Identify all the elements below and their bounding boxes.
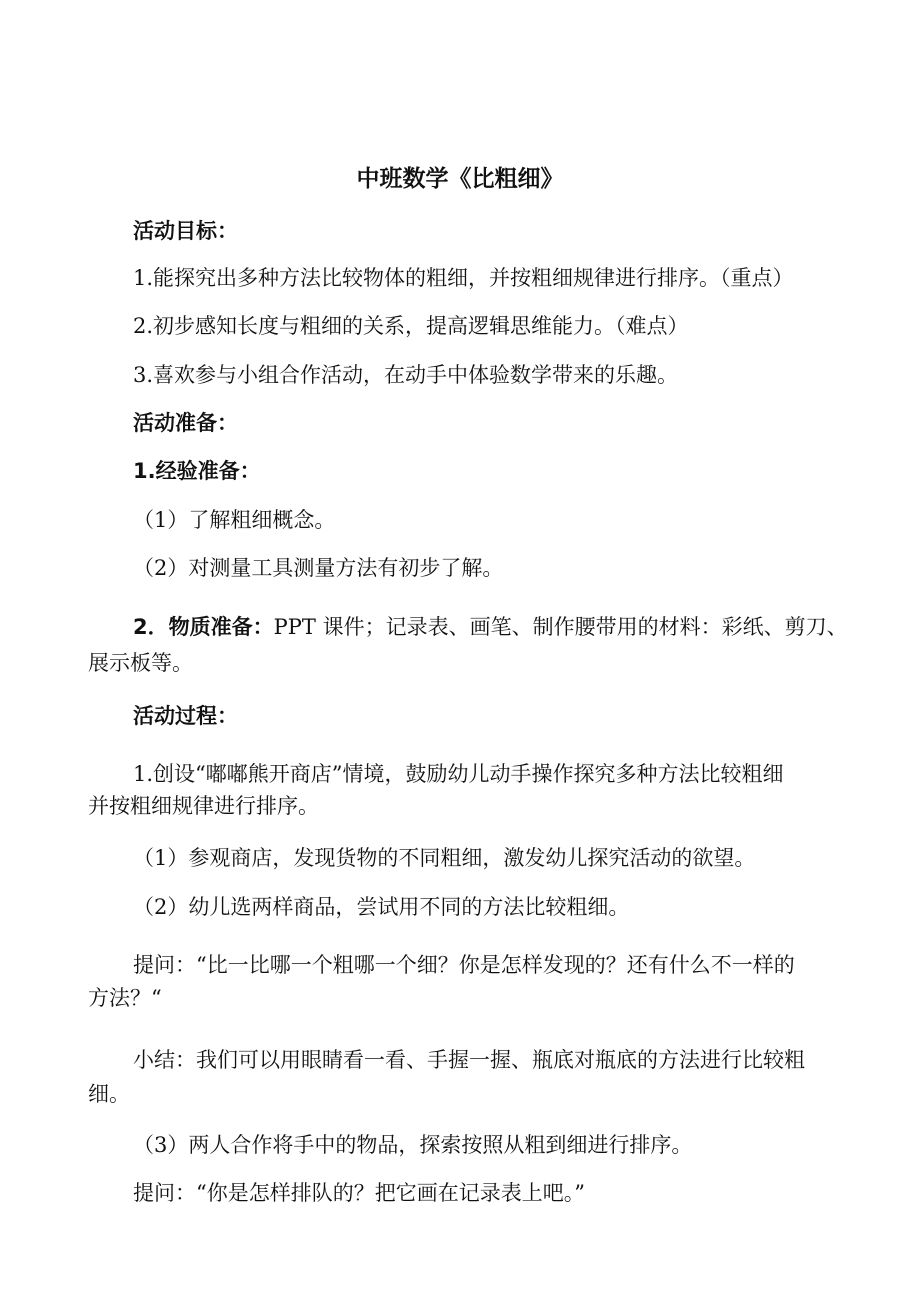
process-step1-line-1: 1.创设“嘟嘟熊开商店”情境，鼓励幼儿动手操作探究多种方法比较粗细 xyxy=(133,762,784,786)
process-question1-line-2: 方法？“ xyxy=(88,986,162,1010)
process-sub-1: （1）参观商店，发现货物的不同粗细，激发幼儿探究活动的欲望。 xyxy=(133,846,756,870)
prep-exp-item-2: （2）对测量工具测量方法有初步了解。 xyxy=(133,556,504,580)
process-summary-line-1: 小结：我们可以用眼睛看一看、手握一握、瓶底对瓶底的方法进行比较粗 xyxy=(133,1048,805,1072)
prep-exp-heading: 1.经验准备： xyxy=(133,459,261,483)
process-question-2: 提问：“你是怎样排队的？把它画在记录表上吧。” xyxy=(133,1181,585,1205)
goal-item-1: 1.能探究出多种方法比较物体的粗细，并按粗细规律进行排序。（重点） xyxy=(133,266,794,290)
prep-heading: 活动准备： xyxy=(133,411,238,435)
prep-exp-item-1: （1）了解粗细概念。 xyxy=(133,508,336,532)
process-summary-line-2: 细。 xyxy=(88,1082,130,1106)
process-sub-2: （2）幼儿选两样商品，尝试用不同的方法比较粗细。 xyxy=(133,895,630,919)
prep-material-line-1 xyxy=(133,612,848,642)
process-step1-line-2: 并按粗细规律进行排序。 xyxy=(88,794,319,818)
goal-item-2: 2.初步感知长度与粗细的关系，提高逻辑思维能力。（难点） xyxy=(133,314,689,338)
prep-material-text: PPT 课件；记录表、画笔、制作腰带用的材料：彩纸、剪刀、 xyxy=(273,615,848,639)
process-question1-line-1: 提问：“比一比哪一个粗哪一个细？你是怎样发现的？还有什么不一样的 xyxy=(133,953,795,977)
process-heading: 活动过程： xyxy=(133,704,238,728)
process-sub-3: （3）两人合作将手中的物品，探索按照从粗到细进行排序。 xyxy=(133,1133,693,1157)
goal-item-3: 3.喜欢参与小组合作活动，在动手中体验数学带来的乐趣。 xyxy=(133,363,679,387)
prep-material-label: 2．物质准备： xyxy=(133,615,274,639)
page-title: 中班数学《比粗细》 xyxy=(356,166,564,192)
prep-material-line-2: 展示板等。 xyxy=(88,651,193,675)
goals-heading: 活动目标： xyxy=(133,219,238,243)
